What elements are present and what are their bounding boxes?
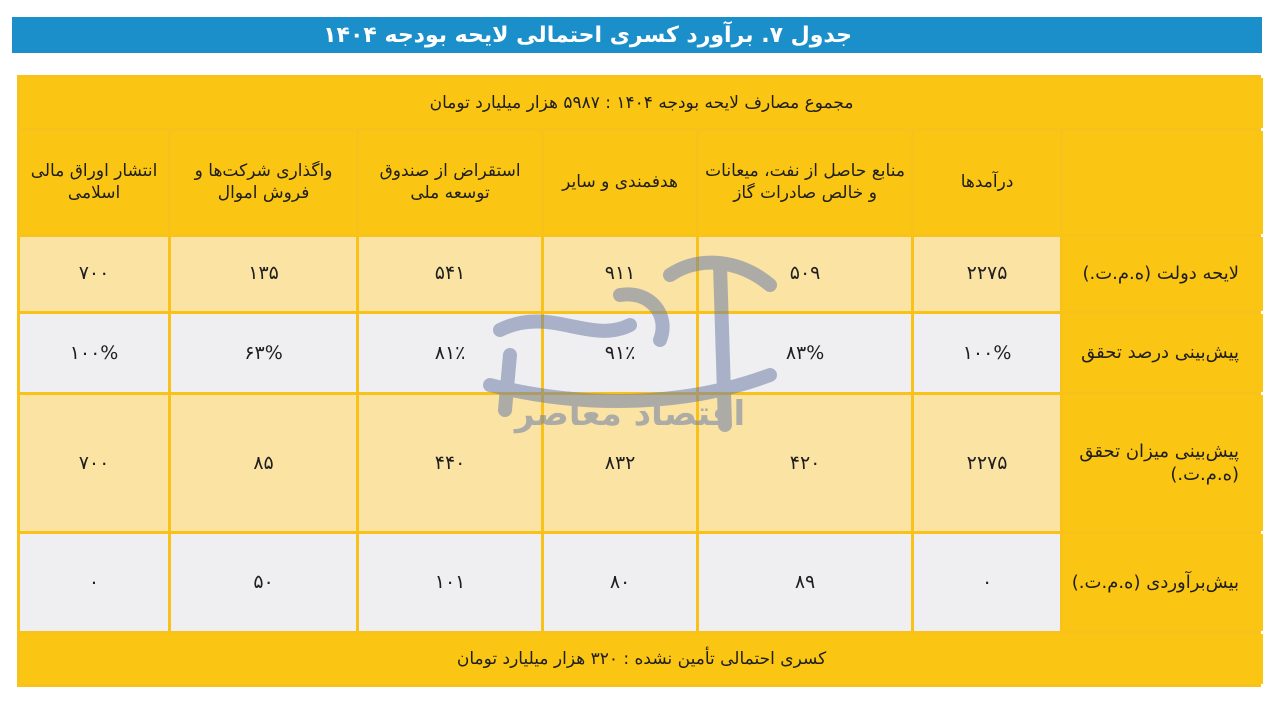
cell-value: ۹۱۱ [544,237,696,311]
cell-value: ۲۲۷۵ [914,237,1060,311]
table-row [20,534,1263,630]
cell-value: ۵۰۹ [699,237,911,311]
budget-deficit-table [17,75,1261,687]
deficit-footer-text: کسری احتمالی تأمین نشده : ۳۲۰ هزار میلیارد تومان [456,648,827,669]
cell-value: ۸۰ [544,534,696,630]
cell-value: ۸۳% [699,314,911,392]
cell-value: ۷۰۰ [20,395,168,531]
row-label: لایحه دولت (ه.م.ت.) [1063,237,1263,311]
cell-value: ۵۰ [171,534,356,630]
total-expenses-text: مجموع مصارف لایحه بودجه ۱۴۰۴ : ۵۹۸۷ هزار میلیارد تومان [429,93,854,114]
cell-value: ۶۳% [171,314,356,392]
table-row [20,314,1263,392]
row-label: پیش‌بینی درصد تحقق [1063,314,1263,392]
header-revenues: درآمدها [914,131,1060,233]
deficit-footer-cell [20,634,1263,684]
cell-value: ۴۴۰ [359,395,541,531]
table-row [20,395,1263,531]
table-row [20,237,1263,311]
cell-value: ۴۲۰ [699,395,911,531]
total-expenses-cell [20,78,1263,128]
cell-value: ۸۹ [699,534,911,630]
table-title: جدول ۷. برآورد کسری احتمالی لایحه بودجه ۱۴۰۴ [323,22,852,48]
header-islamic-bonds: انتشار اوراق مالی اسلامی [20,131,168,233]
cell-value: ۸۵ [171,395,356,531]
row-label: بیش‌برآوردی (ه.م.ت.) [1063,534,1263,630]
watermark-text: اقتصاد معاصر [514,394,746,434]
cell-value: ۱۰۰% [914,314,1060,392]
header-corner [1063,131,1263,233]
cell-value: ۸۱٪ [359,314,541,392]
cell-value: ۸۳۲ [544,395,696,531]
header-targeting: هدفمندی و سایر [544,131,696,233]
cell-value: ۱۳۵ [171,237,356,311]
cell-value: ۷۰۰ [20,237,168,311]
cell-value: ۵۴۱ [359,237,541,311]
header-privatization: واگذاری شرکت‌ها و فروش اموال [171,131,356,233]
header-ndf-borrowing: استقراض از صندوق توسعه ملی [359,131,541,233]
cell-value: ۱۰۱ [359,534,541,630]
table-title-bar [12,17,1262,53]
header-oil-gas: منابع حاصل از نفت، میعانات و خالص صادرات گاز [699,131,911,233]
cell-value: ۱۰۰% [20,314,168,392]
cell-value: ۰ [20,534,168,630]
row-label: پیش‌بینی میزان تحقق (ه.م.ت.) [1063,395,1263,531]
cell-value: ۰ [914,534,1060,630]
cell-value: ۲۲۷۵ [914,395,1060,531]
cell-value: ۹۱٪ [544,314,696,392]
